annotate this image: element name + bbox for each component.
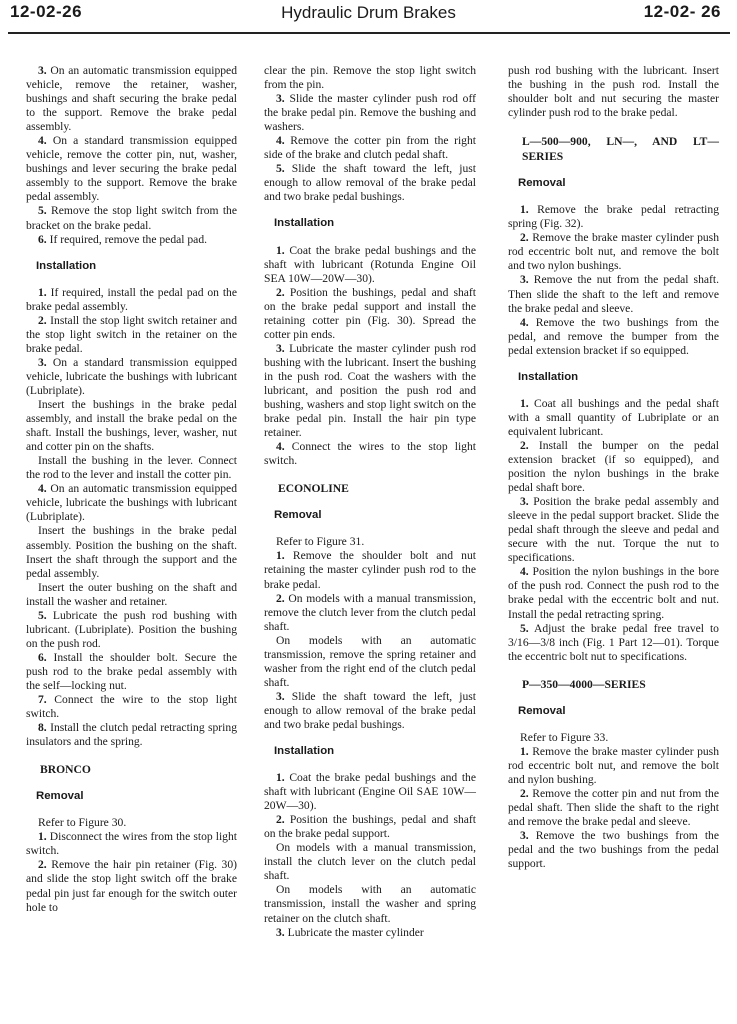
step-paragraph: 4. On an automatic transmission equipped vehicle, lubricate the bushings with lubricant (Lubriplate).: [26, 482, 237, 524]
step-paragraph: 4. Position the nylon bushings in the bore of the push rod. Connect the push rod to the brake pedal with the eccentric bolt and nut. Install the pedal retracting spring.: [508, 565, 719, 621]
body-paragraph: Refer to Figure 33.: [520, 730, 609, 744]
step-paragraph: 2. Remove the cotter pin and nut from the pedal shaft. Then slide the shaft to the right and remove the brake pedal and sleeve.: [508, 786, 719, 829]
step-paragraph: 3. Remove the nut from the pedal shaft. Then slide the shaft to the left and remove the brake pedal and sleeve.: [508, 273, 719, 315]
section-heading-l-series: L—500—900, LN—, AND LT—SERIES: [522, 135, 719, 164]
step-paragraph: 5. Remove the stop light switch from the bracket on the brake pedal.: [26, 204, 237, 232]
step-paragraph: 3. Lubricate the master cylinder: [276, 925, 424, 939]
body-paragraph: On models with an automatic transmission, install the washer and spring retainer on the clutch shaft.: [264, 883, 476, 925]
column-1: [26, 64, 237, 915]
body-paragraph: On models with a manual transmission, install the clutch lever on the clutch pedal shaft.: [264, 841, 476, 883]
page-title: Hydraulic Drum Brakes: [281, 3, 456, 22]
body-paragraph: push rod bushing with the lubricant. Insert the bushing in the push rod. Install the shoulder bolt and nut securing the master cylinder push rod to the brake pedal.: [508, 64, 719, 120]
step-paragraph: 4. Remove the cotter pin from the right side of the brake and clutch pedal shaft.: [264, 134, 476, 162]
column-3: [508, 64, 719, 871]
step-paragraph: 4. On a standard transmission equipped vehicle, remove the cotter pin, nut, washer, bushings and lever securing the brake pedal assembly to the support. Remove the brake pedal assembly.: [26, 134, 237, 204]
step-paragraph: 1. Remove the shoulder bolt and nut retaining the master cylinder push rod to the brake pedal.: [264, 549, 477, 591]
step-paragraph: 5. Adjust the brake pedal free travel to 3/16—3/8 inch (Fig. 1 Part 12—01). Torque the eccentric bolt nut to specifications.: [508, 621, 719, 663]
step-paragraph: 2. Install the stop light switch retainer and the stop light switch in the retainer on the brake pedal.: [26, 313, 237, 355]
step-paragraph: 3. On a standard transmission equipped vehicle, lubricate the bushings with lubricant (Lubriplate).: [26, 355, 237, 397]
body-paragraph: Refer to Figure 30.: [38, 816, 127, 830]
page-number-right: 12-02- 26: [643, 2, 721, 21]
step-paragraph: 2. Remove the brake master cylinder push rod eccentric bolt nut, and remove the bolt and two nylon bushings.: [508, 231, 719, 273]
step-paragraph: 3. Position the brake pedal assembly and sleeve in the pedal support bracket. Slide the pedal shaft through the sleeve and pedal and secure with the nut. Torque the nut to specifications.: [508, 495, 719, 565]
step-paragraph: 5. Slide the shaft toward the left, just enough to allow removal of the brake pedal and two brake pedal bushings.: [264, 162, 476, 204]
subheading-removal: Removal: [518, 177, 566, 190]
body-paragraph: Insert the outer bushing on the shaft and install the washer and retainer.: [26, 580, 237, 608]
section-heading-econoline: ECONOLINE: [278, 482, 349, 496]
step-paragraph: 1. If required, install the pedal pad on the brake pedal assembly.: [26, 285, 237, 313]
step-paragraph: 1. Coat all bushings and the pedal shaft with a small quantity of Lubriplate or an equivalent lubricant.: [508, 396, 719, 438]
subheading-installation: Installation: [36, 259, 97, 272]
step-paragraph: 5. Lubricate the push rod bushing with lubricant. (Lubriplate). Position the bushing on the push rod.: [26, 608, 237, 650]
step-paragraph: 1. Coat the brake pedal bushings and the shaft with lubricant (Engine Oil SAE 10W—20W—30).: [264, 771, 476, 813]
step-paragraph: 6. Install the shoulder bolt. Secure the push rod to the brake pedal assembly with the self—locking nut.: [26, 650, 237, 692]
column-2: [264, 64, 476, 940]
body-paragraph: Install the bushing in the lever. Connect the rod to the lever and install the cotter pin.: [26, 454, 237, 482]
subheading-removal: Removal: [274, 509, 322, 522]
section-heading-bronco: BRONCO: [40, 763, 91, 777]
page-header: [0, 0, 737, 36]
step-paragraph: 3. Remove the two bushings from the pedal and the two bushings from the pedal support.: [508, 829, 719, 871]
subheading-removal: Removal: [518, 704, 566, 717]
step-paragraph: 1. Coat the brake pedal bushings and the shaft with lubricant (Rotunda Engine Oil SEA 10W—20W—30).: [264, 243, 476, 285]
body-paragraph: On models with an automatic transmission, remove the spring retainer and washer from the right end of the clutch pedal shaft.: [264, 633, 476, 689]
step-paragraph: 1. Remove the brake pedal retracting spring (Fig. 32).: [508, 203, 719, 231]
body-paragraph: Insert the bushings in the brake pedal assembly, and install the brake pedal on the shaft. Install the bushings, lever, washer, nut and cotter pin on the shafts.: [26, 398, 237, 454]
body-paragraph: Insert the bushings in the brake pedal assembly. Position the bushing on the shaft. Insert the shaft through the support and the pedal assembly.: [26, 524, 237, 580]
subheading-installation: Installation: [518, 370, 579, 383]
step-paragraph: 7. Connect the wire to the stop light switch.: [26, 693, 237, 721]
page-number-left: 12-02-26: [10, 2, 83, 21]
step-paragraph: 4. Remove the two bushings from the pedal, and remove the bumper from the pedal extension bracket if so equipped.: [508, 315, 719, 357]
step-paragraph: 3. Lubricate the master cylinder push rod bushing with the lubricant. Insert the bushing in the push rod. Coat the washers with the lubricant, and position the push rod and bushing, washers and stop light switch on the brake pedal pin. Install the hair pin type retainer.: [264, 341, 476, 440]
step-paragraph: 3. On an automatic transmission equipped vehicle, remove the retainer, washer, bushings and shaft securing the brake pedal to the support. Remove the brake pedal assembly.: [26, 64, 237, 134]
subheading-removal: Removal: [36, 790, 84, 803]
step-paragraph: 2. Position the bushings, pedal and shaft on the brake pedal support.: [264, 813, 476, 841]
section-heading-p-series: P—350—4000—SERIES: [522, 677, 646, 691]
step-paragraph: 3. Slide the shaft toward the left, just enough to allow removal of the brake pedal and two brake pedal bushings.: [264, 689, 476, 731]
subheading-installation: Installation: [274, 745, 335, 758]
step-paragraph: 2. Position the bushings, pedal and shaft on the brake pedal support and install the retaining cotter pin (Fig. 30). Spread the cotter pin ends.: [264, 285, 476, 341]
step-paragraph: 1. Remove the brake master cylinder push rod eccentric bolt nut, and remove the bolt and nylon bushing.: [508, 744, 719, 786]
step-paragraph: 1. Disconnect the wires from the stop light switch.: [26, 830, 238, 858]
body-paragraph: Refer to Figure 31.: [276, 535, 365, 549]
subheading-installation: Installation: [274, 217, 335, 230]
step-paragraph: 8. Install the clutch pedal retracting spring insulators and the spring.: [26, 721, 237, 749]
step-paragraph: 2. Install the bumper on the pedal extension bracket (if so equipped), and position the nylon bushings in the brake pedal shaft bore.: [508, 438, 719, 495]
step-paragraph: 2. On models with a manual transmission, remove the clutch lever from the clutch pedal shaft.: [264, 591, 476, 633]
step-paragraph: 3. Slide the master cylinder push rod off the brake pedal pin. Remove the bushing and washers.: [264, 92, 476, 134]
step-paragraph: 6. If required, remove the pedal pad.: [38, 232, 208, 246]
header-rule: [8, 32, 730, 34]
step-paragraph: 4. Connect the wires to the stop light switch.: [264, 440, 476, 468]
step-paragraph: 2. Remove the hair pin retainer (Fig. 30) and slide the stop light switch off the brake pedal pin just far enough for the switch outer hole to: [26, 858, 237, 914]
body-paragraph: clear the pin. Remove the stop light switch from the pin.: [264, 64, 476, 92]
